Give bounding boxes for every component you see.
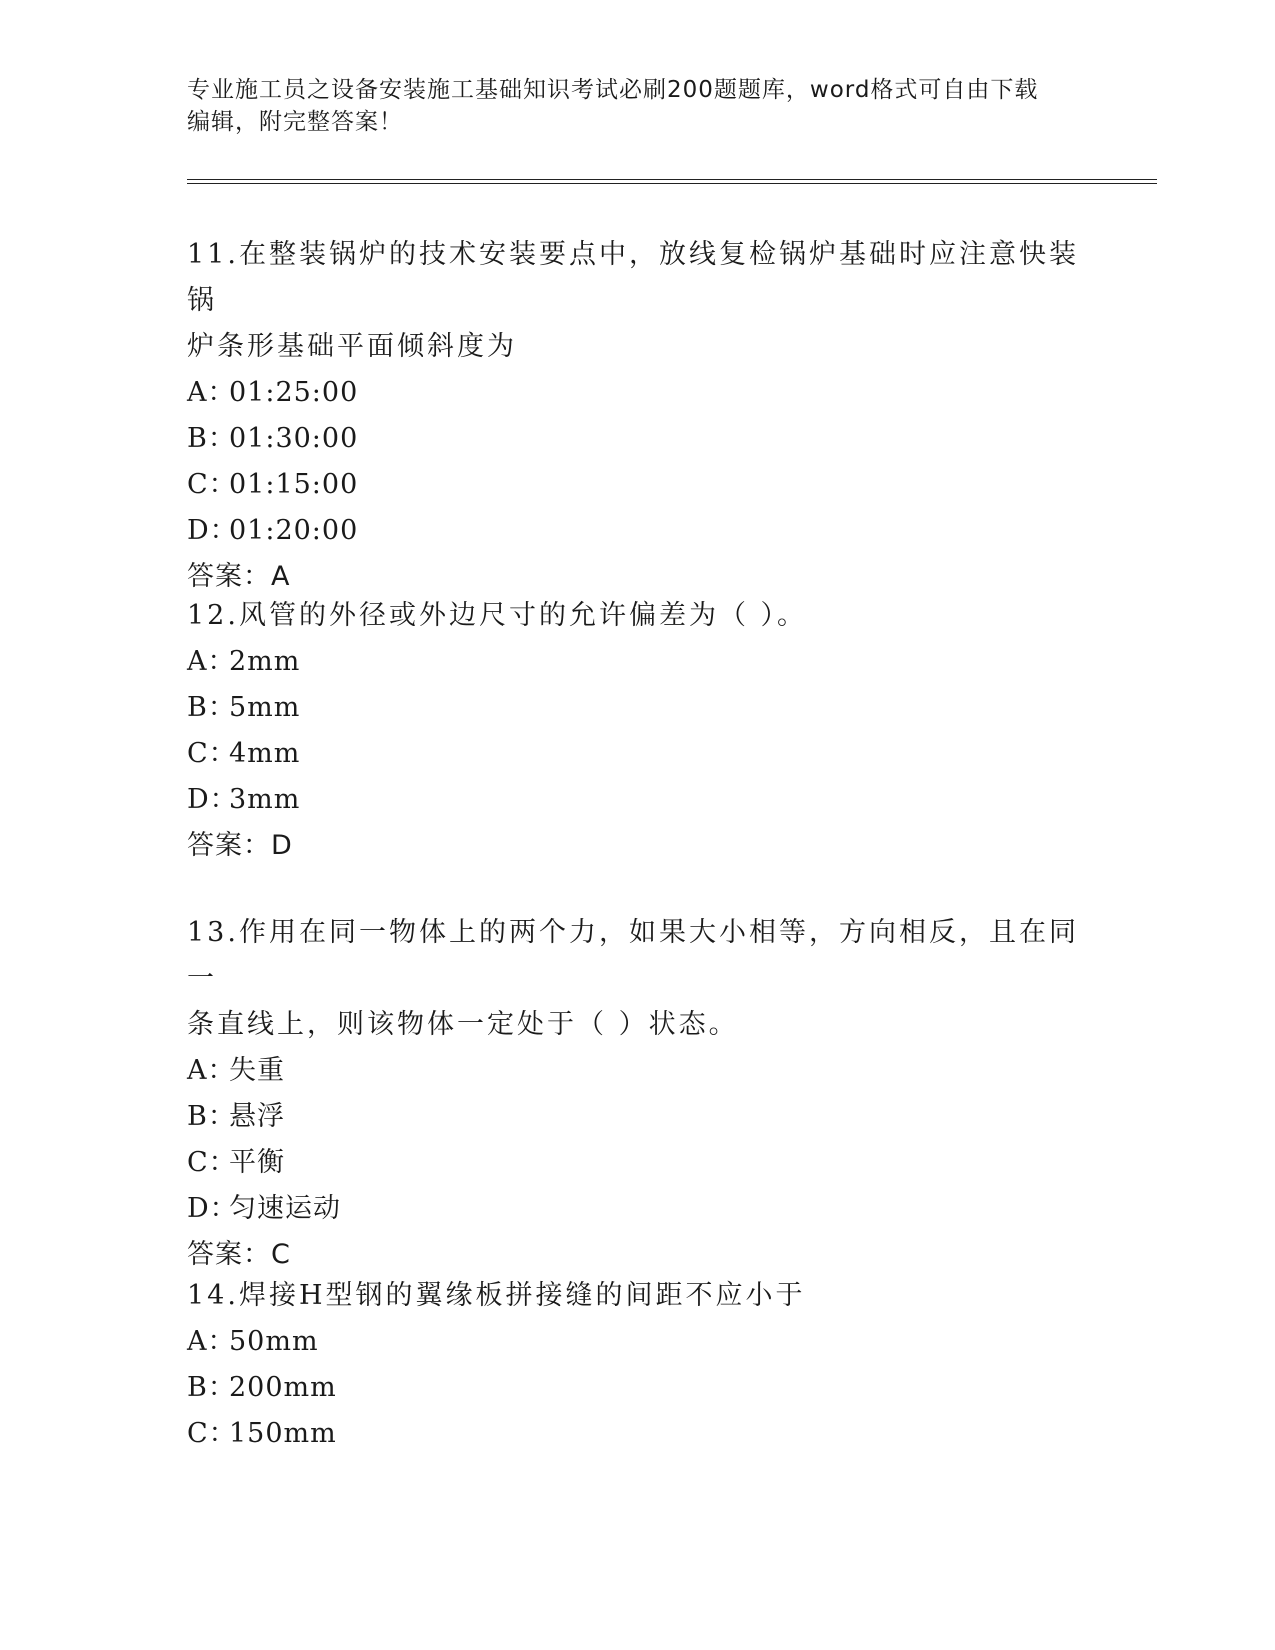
option-b — [187, 1094, 1087, 1140]
option-key: B： — [187, 1101, 236, 1132]
header-divider-bottom — [187, 183, 1157, 184]
option-key: A： — [187, 377, 236, 408]
option-text: 平衡 — [229, 1147, 285, 1178]
option-key: B： — [187, 692, 236, 723]
option-d — [187, 1186, 1087, 1232]
question-stem-line: 14.焊接H型钢的翼缘板拼接缝的间距不应小于 — [187, 1280, 806, 1311]
option-text: 150mm — [229, 1418, 337, 1449]
answer-line: 答案：A — [187, 561, 291, 592]
question-11 — [187, 232, 1087, 600]
option-key: D： — [187, 1193, 238, 1224]
answer-line: 答案：C — [187, 1239, 291, 1270]
question-13 — [187, 910, 1087, 1278]
option-key: B： — [187, 423, 236, 454]
option-text: 4mm — [229, 738, 301, 769]
header-divider-top — [187, 179, 1157, 180]
option-b — [187, 685, 1087, 731]
option-c — [187, 462, 1087, 508]
option-d — [187, 777, 1087, 823]
option-text: 2mm — [229, 646, 301, 677]
question-stem-line: 11.在整装锅炉的技术安装要点中，放线复检锅炉基础时应注意快装锅 — [187, 239, 1079, 316]
option-key: C： — [187, 1147, 237, 1178]
option-key: C： — [187, 469, 237, 500]
question-14 — [187, 1273, 1087, 1457]
question-12 — [187, 593, 1087, 869]
option-a — [187, 639, 1087, 685]
option-key: D： — [187, 784, 238, 815]
option-text: 50mm — [229, 1326, 319, 1357]
option-key: A： — [187, 1055, 236, 1086]
question-stem-line: 12.风管的外径或外边尺寸的允许偏差为（ ）。 — [187, 600, 808, 631]
option-d — [187, 508, 1087, 554]
option-key: D： — [187, 515, 238, 546]
document-header — [187, 74, 1077, 138]
option-key: C： — [187, 1418, 237, 1449]
question-stem-line: 条直线上，则该物体一定处于（ ）状态。 — [187, 1009, 739, 1040]
option-text: 01:30:00 — [229, 423, 359, 454]
option-a — [187, 1048, 1087, 1094]
option-key: A： — [187, 1326, 236, 1357]
option-text: 3mm — [229, 784, 301, 815]
option-text: 200mm — [229, 1372, 337, 1403]
option-a — [187, 1319, 1087, 1365]
option-b — [187, 1365, 1087, 1411]
option-key: C： — [187, 738, 237, 769]
option-text: 01:20:00 — [229, 515, 359, 546]
answer-line: 答案：D — [187, 830, 293, 861]
option-b — [187, 416, 1087, 462]
header-line-1: 专业施工员之设备安装施工基础知识考试必刷200题题库，word格式可自由下载 — [187, 77, 1039, 103]
option-key: B： — [187, 1372, 236, 1403]
option-text: 5mm — [229, 692, 301, 723]
option-a — [187, 370, 1087, 416]
option-text: 01:25:00 — [229, 377, 359, 408]
option-c — [187, 731, 1087, 777]
header-line-2: 编辑，附完整答案！ — [187, 109, 403, 135]
option-key: A： — [187, 646, 236, 677]
option-c — [187, 1140, 1087, 1186]
option-text: 失重 — [229, 1055, 285, 1086]
question-stem-line: 炉条形基础平面倾斜度为 — [187, 331, 517, 362]
question-stem-line: 13.作用在同一物体上的两个力，如果大小相等，方向相反，且在同一 — [187, 917, 1079, 994]
option-c — [187, 1411, 1087, 1457]
option-text: 匀速运动 — [229, 1193, 341, 1224]
option-text: 悬浮 — [229, 1101, 285, 1132]
option-text: 01:15:00 — [229, 469, 359, 500]
